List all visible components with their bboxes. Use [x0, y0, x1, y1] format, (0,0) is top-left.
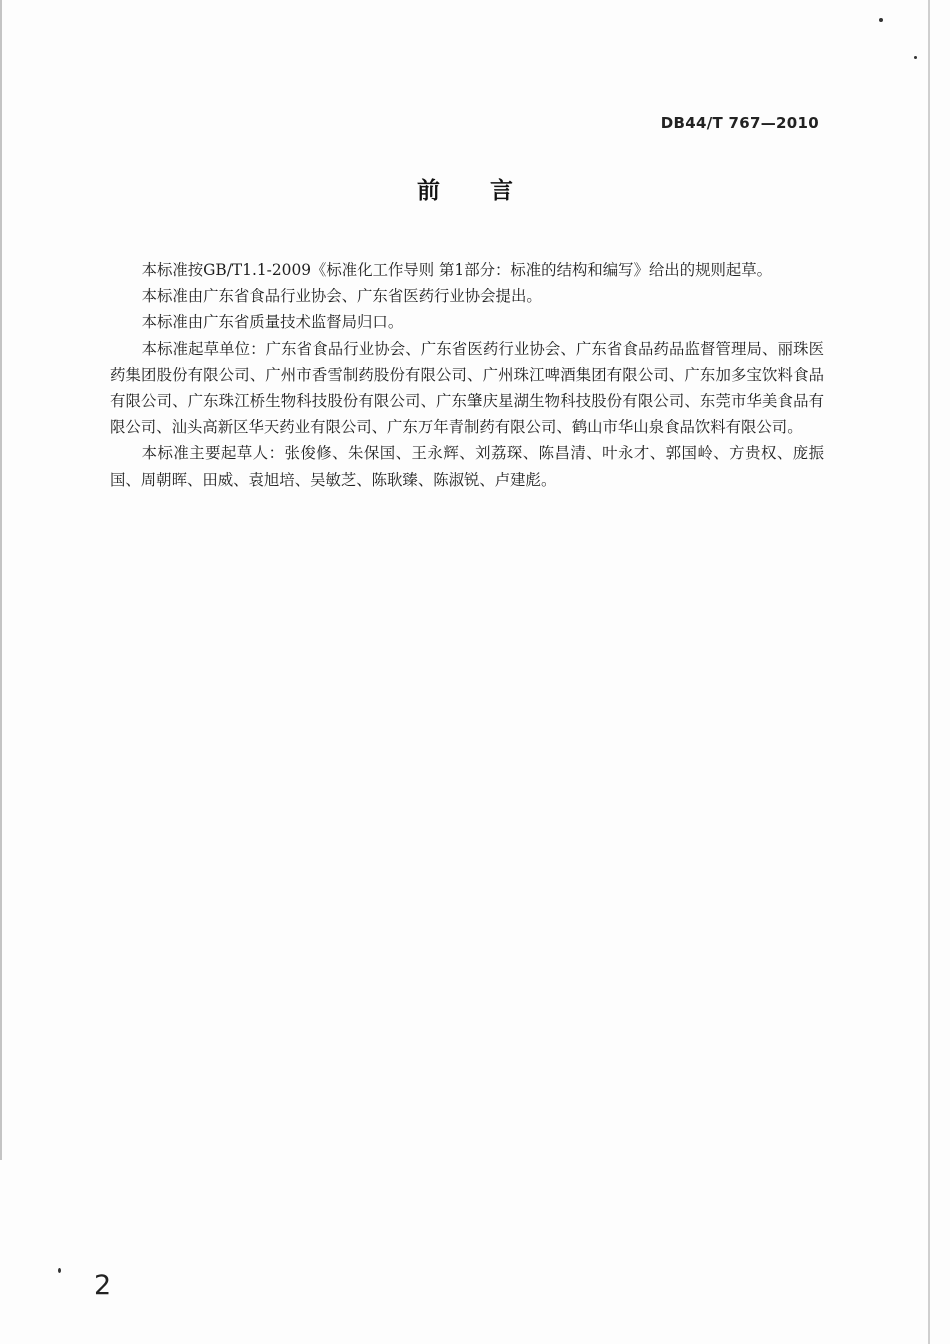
- scan-speck: [879, 18, 883, 22]
- paragraph-proposed-by: 本标准由广东省食品行业协会、广东省医药行业协会提出。: [141, 287, 542, 306]
- scan-speck: [914, 56, 917, 59]
- page-title: 前言: [417, 178, 563, 204]
- page-number: 2: [94, 1270, 112, 1301]
- document-code: DB44/T 767—2010: [660, 114, 819, 132]
- scan-speck: [58, 1268, 61, 1273]
- paragraph-drafting-rules: 本标准按GB/T1.1-2009《标准化工作导则 第1部分：标准的结构和编写》给出的规则起草。: [141, 261, 773, 279]
- paragraph-main-drafters: 本标准主要起草人：张俊修、朱保国、王永辉、刘荔琛、陈昌清、叶永才、郭国岭、方贵权、庞振国、周朝晖、田威、袁旭培、吴敏芝、陈耿臻、陈淑锐、卢建彪。: [110, 444, 824, 489]
- paragraph-administered-by: 本标准由广东省质量技术监督局归口。: [141, 313, 404, 332]
- foreword-body: [110, 257, 824, 493]
- paragraph-drafting-units: 本标准起草单位：广东省食品行业协会、广东省医药行业协会、广东省食品药品监督管理局、丽珠医药集团股份有限公司、广州市香雪制药股份有限公司、广州珠江啤酒集团有限公司、广东加多宝饮料食品有限公司、广东珠江桥生物科技股份有限公司、广东肇庆星湖生物科技股份有限公司、东莞市华美食品有限公司、汕头高新区华天药业有限公司、广东万年青制药有限公司、鹤山市华山泉食品饮料有限公司。: [110, 339, 824, 437]
